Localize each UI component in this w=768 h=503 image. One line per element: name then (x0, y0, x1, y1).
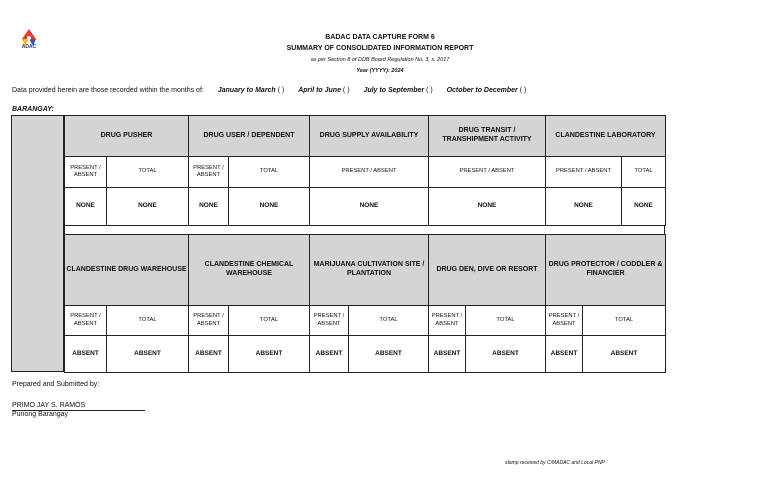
sub-total: TOTAL (229, 306, 310, 336)
header-drug-supply: DRUG SUPPLY AVAILABILITY (310, 116, 429, 157)
quarter-q3-label: July to September (363, 87, 425, 94)
quarter-q1-checkbox[interactable]: ( ) (277, 87, 285, 94)
value-cell[interactable]: ABSENT (65, 336, 107, 373)
sub-present-absent: PRESENT / ABSENT (310, 157, 429, 188)
value-cell[interactable]: NONE (189, 188, 229, 226)
sub-total: TOTAL (107, 306, 189, 336)
header-drug-transit: DRUG TRANSIT / TRANSHIPMENT ACTIVITY (429, 116, 546, 157)
value-cell[interactable]: NONE (546, 188, 622, 226)
months-intro: Data provided herein are those recorded within the months of: (12, 87, 204, 94)
regulation-note: as per Section 8 of DDB Board Regulation No. 3, s. 2017 (310, 57, 450, 63)
sub-total: TOTAL (583, 306, 666, 336)
year-field: Year (YYYY): 2024 (356, 68, 404, 74)
sub-total: TOTAL (349, 306, 429, 336)
header-clandestine-lab: CLANDESTINE LABORATORY (546, 116, 666, 157)
logo-text: ADAC (21, 44, 37, 50)
table-drug-sites (64, 234, 666, 373)
barangay-column (11, 115, 64, 372)
value-cell[interactable]: ABSENT (349, 336, 429, 373)
form-subtitle: SUMMARY OF CONSOLIDATED INFORMATION REPORT (286, 45, 474, 52)
value-cell[interactable]: ABSENT (429, 336, 466, 373)
value-cell[interactable]: ABSENT (466, 336, 546, 373)
quarter-q2-label: April to June (298, 87, 341, 94)
header-drug-protector: DRUG PROTECTOR / CODDLER & FINANCIER (546, 235, 666, 306)
value-cell[interactable]: ABSENT (107, 336, 189, 373)
months-line (12, 87, 526, 94)
sub-present-absent: PRESENT / ABSENT (189, 157, 229, 188)
stamp-note: stamp received by C/MADAC and Local PNP (505, 460, 605, 466)
value-cell[interactable]: ABSENT (189, 336, 229, 373)
quarter-q2-checkbox[interactable]: ( ) (342, 87, 350, 94)
quarter-q3-checkbox[interactable]: ( ) (426, 87, 433, 94)
sub-total: TOTAL (466, 306, 546, 336)
value-cell[interactable]: ABSENT (583, 336, 666, 373)
header-drug-pusher: DRUG PUSHER (65, 116, 189, 157)
header-marijuana-site: MARIJUANA CULTIVATION SITE / PLANTATION (310, 235, 429, 306)
header-chemical-warehouse: CLANDESTINE CHEMICAL WAREHOUSE (189, 235, 310, 306)
value-cell[interactable]: NONE (622, 188, 666, 226)
sub-total: TOTAL (229, 157, 310, 188)
sub-present-absent: PRESENT / ABSENT (546, 157, 622, 188)
sub-total: TOTAL (107, 157, 189, 188)
table-spacer (64, 225, 665, 234)
sub-present-absent: PRESENT / ABSENT (189, 306, 229, 336)
header-drug-user: DRUG USER / DEPENDENT (189, 116, 310, 157)
value-cell[interactable]: NONE (429, 188, 546, 226)
quarter-q4-checkbox[interactable]: ( ) (519, 87, 527, 94)
form-title: BADAC DATA CAPTURE FORM 6 (325, 34, 435, 41)
header-drug-den: DRUG DEN, DIVE OR RESORT (429, 235, 546, 306)
value-cell[interactable]: NONE (107, 188, 189, 226)
sub-present-absent: PRESENT / ABSENT (65, 157, 107, 188)
quarter-q4-label: October to December (446, 87, 518, 94)
table-drug-activity (64, 115, 666, 226)
value-cell[interactable]: ABSENT (229, 336, 310, 373)
value-cell[interactable]: ABSENT (546, 336, 583, 373)
value-cell[interactable]: NONE (229, 188, 310, 226)
sub-present-absent: PRESENT / ABSENT (429, 306, 466, 336)
value-cell[interactable]: NONE (310, 188, 429, 226)
sub-present-absent: PRESENT / ABSENT (65, 306, 107, 336)
header-drug-warehouse: CLANDESTINE DRUG WAREHOUSE (65, 235, 189, 306)
value-cell[interactable]: ABSENT (310, 336, 349, 373)
barangay-label: BARANGAY: (12, 106, 54, 113)
sub-present-absent: PRESENT / ABSENT (310, 306, 349, 336)
sub-present-absent: PRESENT / ABSENT (546, 306, 583, 336)
signatory-position: Punong Barangay (12, 411, 69, 418)
value-cell[interactable]: NONE (65, 188, 107, 226)
quarter-q1-label: January to March (217, 87, 276, 94)
prepared-label: Prepared and Submitted by: (12, 381, 100, 388)
sub-total: TOTAL (622, 157, 666, 188)
sub-present-absent: PRESENT / ABSENT (429, 157, 546, 188)
signatory-name: PRIMO JAY S. RAMOS (12, 402, 145, 411)
